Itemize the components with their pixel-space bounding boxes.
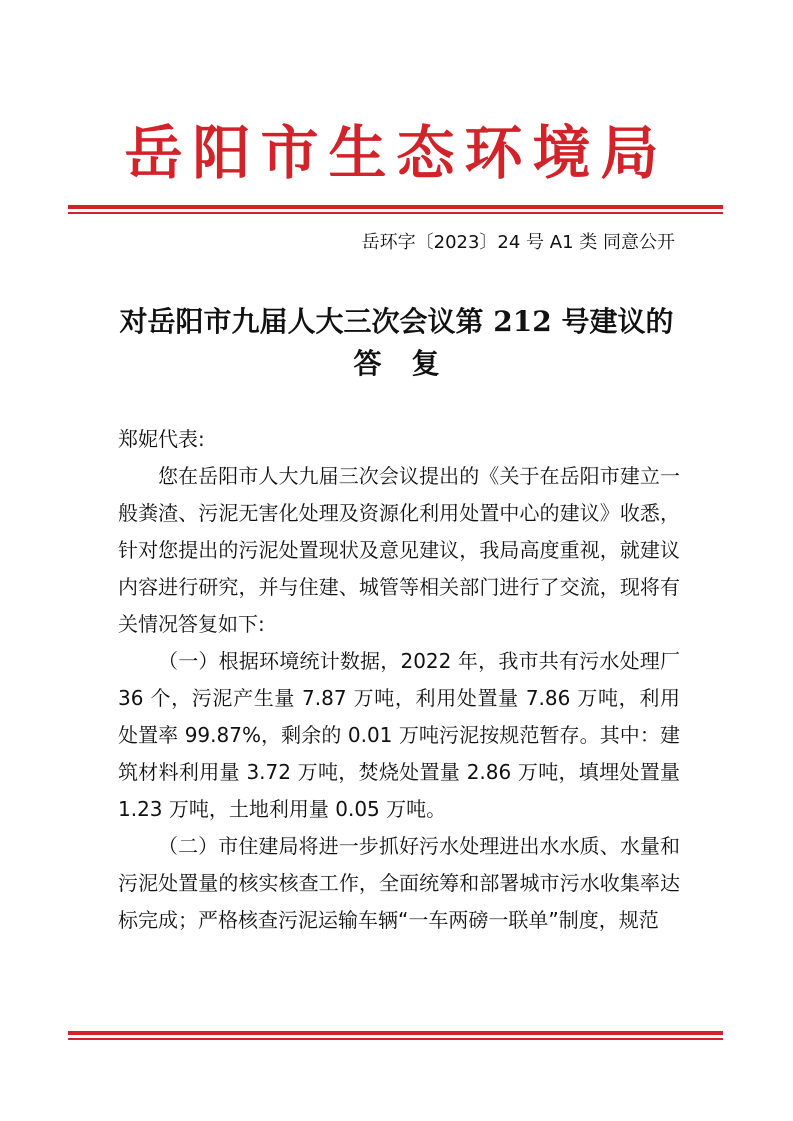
org-header-title: 岳阳市生态环境局 [124, 119, 669, 187]
paragraph-item-1: （一）根据环境统计数据，2022 年，我市共有污水处理厂 36 个，污泥产生量 7.87 万吨，利用处置量 7.86 万吨，利用处置率 99.87%，剩余的 0.01 万吨污泥按规范暂存。其中：建筑材料利用量 3.72 万吨，焚烧处置量 2.86 万吨，填埋处置量 1.23 万吨，土地利用量 0.05 万吨。 [118, 649, 680, 821]
salutation: 郑妮代表: [118, 427, 205, 451]
document-number: 岳环字〔2023〕24 号 A1 类 同意公开 [361, 232, 675, 253]
document-title-line-1: 对岳阳市九届人大三次会议第 212 号建议的 [119, 305, 674, 338]
paragraph-item-2: （二）市住建局将进一步抓好污水处理进出水水质、水量和污泥处置量的核实核查工作，全面统筹和部署城市污水收集率达标完成；严格核查污泥运输车辆“一车两磅一联单”制度，规范 [118, 834, 680, 932]
document-title-line-2: 答复 [353, 347, 470, 380]
document-body [118, 421, 680, 939]
footer-rule-thick [68, 1031, 723, 1035]
header-rule-thin [68, 212, 723, 214]
paragraph-intro: 您在岳阳市人大九届三次会议提出的《关于在岳阳市建立一般粪渣、污泥无害化处理及资源化利用处置中心的建议》收悉，针对您提出的污泥处置现状及意见建议，我局高度重视，就建议内容进行研究，并与住建、城管等相关部门进行了交流，现将有关情况答复如下: [118, 464, 680, 636]
header-rule-thick [68, 205, 723, 209]
footer-rule-thin [68, 1038, 723, 1040]
